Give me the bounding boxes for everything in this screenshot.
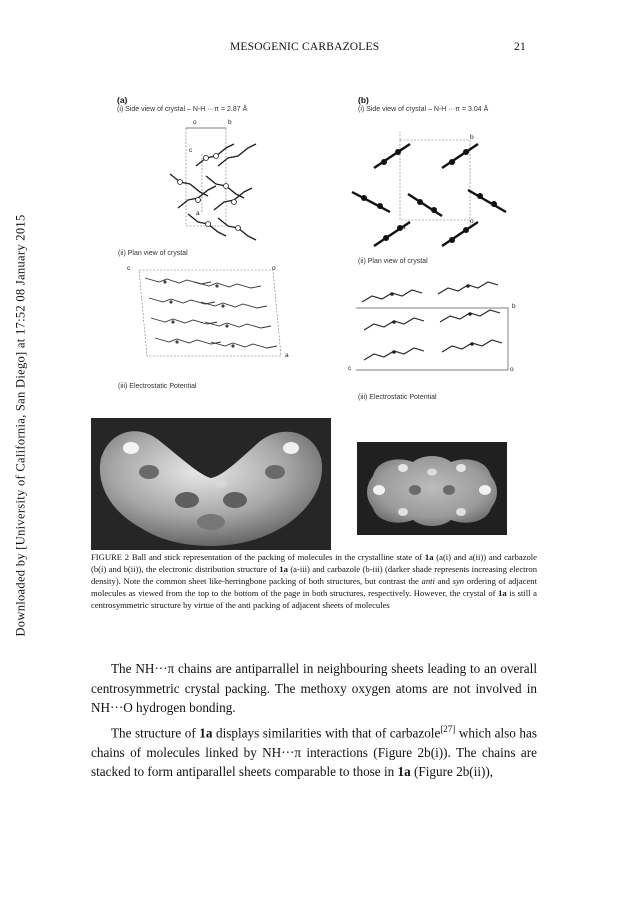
para2-compound-2: 1a xyxy=(397,764,411,780)
panel-a-plan-view-diagram xyxy=(125,260,295,370)
panel-a-side-origin-label: o xyxy=(193,119,197,126)
page-number: 21 xyxy=(514,41,526,53)
caption-text-2: (a(i) and a(ii)) and carbazole (b(i) and b(ii)), the electronic distribution structure of xyxy=(91,552,538,574)
caption-text-4: and xyxy=(434,576,453,586)
download-notice-text: Downloaded by [University of California, San Diego] at 17:52 08 January 2015 xyxy=(13,213,28,637)
panel-b-side-view-diagram xyxy=(342,128,532,258)
panel-a-side-a-label: a xyxy=(196,210,200,217)
para2-compound-1: 1a xyxy=(199,725,213,741)
panel-b-side-b-label: b xyxy=(470,134,474,141)
body-paragraph-2 xyxy=(91,720,537,782)
para2-reference: [27] xyxy=(440,724,456,734)
para2-text-d: (Figure 2b(ii)), xyxy=(410,764,494,780)
caption-compound-3: 1a xyxy=(498,588,507,598)
panel-a-electrostatic-image xyxy=(91,418,331,550)
caption-compound-1: 1a xyxy=(424,552,434,562)
caption-syn: syn xyxy=(452,576,465,586)
panel-b-side-view-label: (i) Side view of crystal – N-H ···π = 3.04 Å xyxy=(358,106,489,113)
panel-b-plan-b-label: b xyxy=(512,303,516,310)
panel-b-plan-origin-label: o xyxy=(510,366,514,373)
body-paragraph-1: The NH···π chains are antiparrallel in neighbouring sheets leading to an overall centrosymmetric crystal packing. The methoxy oxygen atoms are not involved in NH···O hydrogen bonding. xyxy=(91,661,537,715)
panel-b-electrostatic-label: (iii) Electrostatic Potential xyxy=(358,394,437,401)
caption-label: FIGURE 2 xyxy=(91,552,130,562)
panel-a-electrostatic-label: (iii) Electrostatic Potential xyxy=(118,383,197,390)
para2-text-a: The structure of xyxy=(111,725,200,741)
caption-text-6: is still a centrosymmetric structure by virtue of the anti packing of adjacent sheets of molecules xyxy=(91,588,537,610)
panel-a-plan-c-label: c xyxy=(127,265,131,272)
para2-text-b: displays similarities with that of carbazole xyxy=(212,725,441,741)
figure-caption xyxy=(91,551,537,611)
panel-b-electrostatic-image xyxy=(357,442,507,535)
panel-a-side-view-diagram xyxy=(148,114,278,244)
panel-b-side-a-label: a xyxy=(402,224,406,231)
panel-b-plan-view-label: (ii) Plan view of crystal xyxy=(358,258,428,265)
panel-b-plan-view-diagram xyxy=(350,272,520,382)
panel-a-tag: (a) xyxy=(117,95,128,105)
panel-a-side-view-label: (i) Side view of crystal – N-H ···π = 2.87 Å xyxy=(117,106,248,113)
panel-b-tag: (b) xyxy=(358,95,369,105)
caption-anti: anti xyxy=(421,576,435,586)
caption-text-5: ordering of adjacent molecules as viewed from the top to the bottom of the page in both structures, respectively. However, the crystal of xyxy=(91,576,537,598)
panel-a-side-c-label: c xyxy=(189,147,193,154)
running-title: MESOGENIC CARBAZOLES xyxy=(230,41,380,53)
caption-text-1: Ball and stick representation of the packing of molecules in the crystalline state of xyxy=(129,552,425,562)
panel-a-side-b-label: b xyxy=(228,119,232,126)
panel-a-plan-view-label: (ii) Plan view of crystal xyxy=(118,250,188,257)
panel-a-plan-a-label: a xyxy=(285,352,289,359)
panel-b-side-origin-label: o xyxy=(470,218,474,225)
panel-b-plan-c-label: c xyxy=(348,365,352,372)
caption-text-3: (a-iii) and carbazole (b-iii) (darker shade represents increasing electron density). Note the common sheet like-herringbone packing of both structures, but contrast the xyxy=(91,564,538,586)
para2-text-c: which also has chains of molecules linked by NH···π interactions (Figure 2b(i)). The chains are stacked to form antiparallel sheets comparable to those in xyxy=(91,725,538,780)
panel-a-plan-origin-label: o xyxy=(272,265,276,272)
caption-compound-2: 1a xyxy=(279,564,288,574)
